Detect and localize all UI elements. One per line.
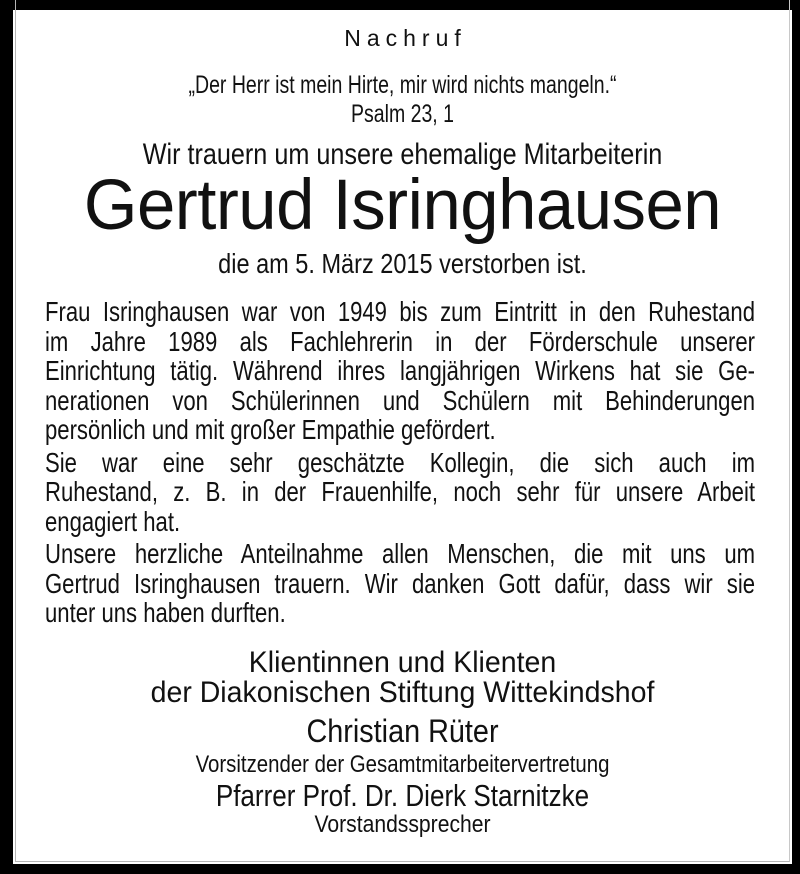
paragraph-line: persönlich und mit großer Empathie gefördert. [45,414,496,445]
paragraph-colleague [45,448,755,537]
signer-1-role: Vorsitzender der Gesamtmitarbeitervertretung [195,751,610,778]
paragraph-line: unter uns haben durften. [45,597,286,628]
paragraph-line: nerationen von Schülerinnen und Schülern mit Behinderungen [45,384,756,416]
signer-2-name: Pfarrer Prof. Dr. Dierk Starnitzke [215,778,590,813]
paragraph-line: Unsere herzliche Anteilnahme allen Menschen, die mit uns um [45,538,756,569]
bible-quote-source: Psalm 23, 1 [351,100,454,128]
paragraph-line: Gertrud Isringhausen trauern. Wir danken Gott dafür, dass wir sie [45,567,756,599]
paragraph-line: im Jahre 1989 als Fachlehrerin in der Förderschule unserer [45,325,756,357]
paragraph-line: engagiert hat. [45,505,181,537]
notice-title: Nachruf [344,25,467,51]
signer-2-role: Vorstandssprecher [314,811,491,838]
deceased-name: Gertrud Isringhausen [83,166,722,245]
paragraph-line: Ruhestand, z. B. in der Frauenhilfe, noch sehr für unsere Arbeit [45,476,756,507]
paragraph-career [45,297,755,445]
paragraph-line: Sie war eine sehr geschätzte Kollegin, die sich auch im [45,446,756,478]
paragraph-line: Einrichtung tätig. Während ihres langjährigen Wirkens hat sie Ge- [45,355,756,386]
obituary-notice [13,10,792,864]
signer-1-name: Christian Rüter [306,713,499,749]
paragraph-condolence [45,539,755,628]
bible-quote: „Der Herr ist mein Hirte, mir wird nichts mangeln.“ [188,71,617,99]
body-text-condensed [45,297,755,628]
body-text [45,297,755,637]
paragraph-line: Frau Isringhausen war von 1949 bis zum Eintritt in den Ruhestand [45,296,756,327]
death-date-line: die am 5. März 2015 verstorben ist. [218,248,587,279]
mourners-line-2: der Diakonischen Stiftung Wittekindshof [150,676,655,709]
intro-line: Wir trauern um unsere ehemalige Mitarbeiterin [142,138,663,171]
mourners-line-1: Klientinnen und Klienten [248,646,557,679]
